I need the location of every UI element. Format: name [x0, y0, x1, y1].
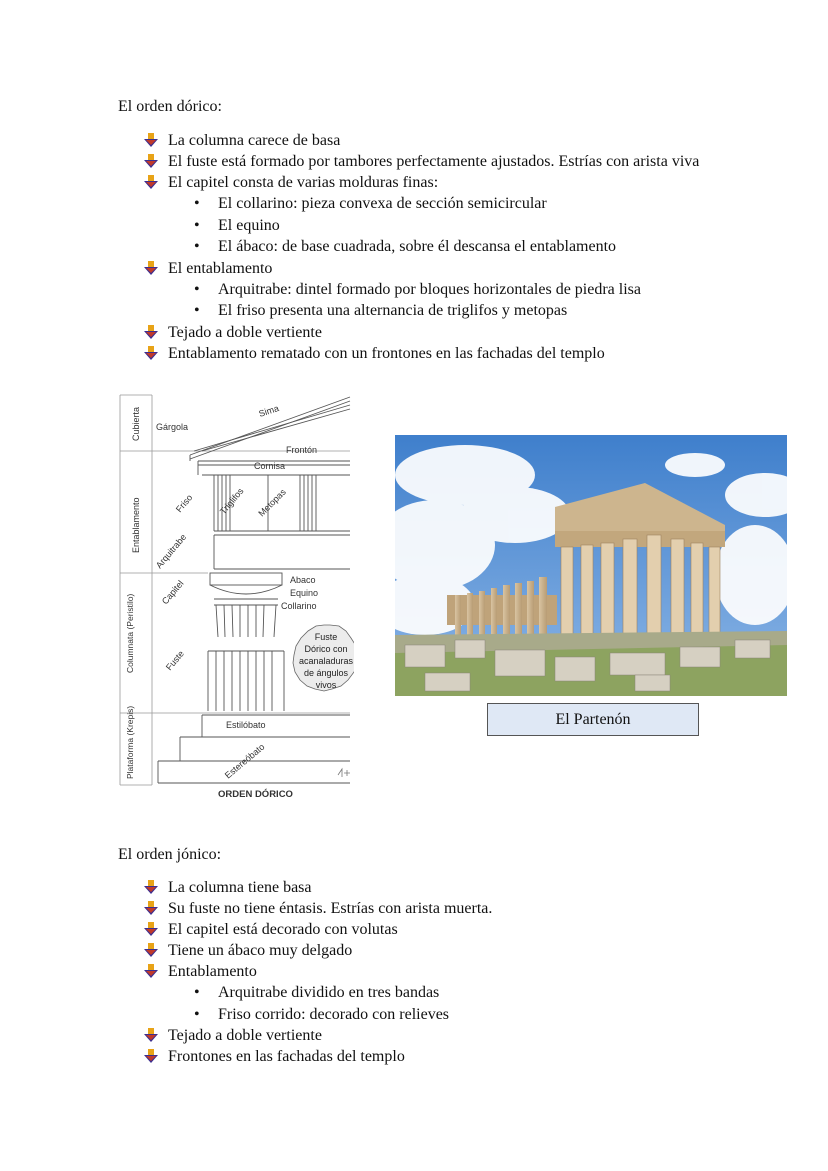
section-label-columnata: Columnata (Peristilo): [125, 593, 135, 673]
arrow-bullet-icon: [144, 880, 158, 895]
label-abaco: Abaco: [290, 575, 316, 585]
list-item: El entablamento • Arquitrabe: dintel formado por bloques horizontales de piedra lisa • El friso presenta una alternancia de triglifos y metopas: [144, 258, 744, 322]
label-fuste: Fuste: [163, 648, 187, 673]
photo-caption: El Partenón: [487, 703, 699, 736]
list-item: Entablamento rematado con un frontones en las fachadas del templo: [144, 343, 744, 364]
arrow-bullet-icon: [144, 133, 158, 148]
entablamento-sublist: [168, 279, 744, 322]
label-arquitrabe: Arquitrabe: [153, 532, 189, 571]
arrow-bullet-icon: [144, 154, 158, 169]
section-label-plataforma: Plataforma (Krepis): [125, 705, 135, 779]
list-item: El capitel está decorado con volutas: [144, 919, 744, 940]
list-item: El capitel consta de varias molduras finas: • El collarino: pieza convexa de sección semicircular • El equino • El ábaco: de base cuadrada, sobre él descansa el entablamento: [144, 172, 744, 258]
list-item: El fuste está formado por tambores perfectamente ajustados. Estrías con arista viva: [144, 151, 744, 172]
list-item: Su fuste no tiene éntasis. Estrías con arista muerta.: [144, 898, 744, 919]
diagram-caption: ORDEN DÓRICO: [218, 789, 293, 800]
list-item: Tejado a doble vertiente: [144, 322, 744, 343]
doric-title: El orden dórico:: [118, 98, 222, 115]
label-sima: Sima: [257, 403, 281, 419]
parthenon-photo: [395, 435, 787, 696]
fuste-note-line: Fuste: [314, 632, 338, 642]
sub-list-item: • El ábaco: de base cuadrada, sobre él descansa el entablamento: [194, 236, 744, 258]
label-estilobato: Estilóbato: [226, 720, 266, 730]
label-equino: Equino: [290, 588, 319, 598]
arrow-bullet-icon: [144, 922, 158, 937]
arrow-bullet-icon: [144, 901, 158, 916]
fuste-note-line: de ángulos: [303, 668, 349, 678]
arrow-bullet-icon: [144, 1049, 158, 1064]
label-friso: Friso: [173, 492, 195, 515]
arrow-bullet-icon: [144, 964, 158, 979]
arrow-bullet-icon: [144, 346, 158, 361]
label-estereobato: Estereóbato: [222, 741, 267, 781]
ionic-list: [144, 877, 744, 1067]
sub-list-item: • El collarino: pieza convexa de sección semicircular: [194, 193, 744, 215]
capitel-sublist: [168, 193, 744, 258]
sub-list-item: • Arquitrabe: dintel formado por bloques horizontales de piedra lisa: [194, 279, 744, 301]
label-triglifos: Triglifos: [217, 485, 246, 517]
label-fronton: Frontón: [286, 445, 318, 455]
ionic-entablamento-sublist: [168, 982, 744, 1025]
sub-list-item: • El equino: [194, 215, 744, 237]
section-label-cubierta: Cubierta: [131, 406, 141, 441]
label-capitel: Capitel: [159, 578, 186, 607]
list-item: Entablamento • Arquitrabe dividido en tres bandas • Friso corrido: decorado con relieves: [144, 961, 744, 1025]
arrow-bullet-icon: [144, 175, 158, 190]
sub-list-item: • Friso corrido: decorado con relieves: [194, 1004, 744, 1026]
label-collarino: Collarino: [281, 601, 317, 611]
ionic-title: El orden jónico:: [118, 846, 222, 863]
list-item: Tiene un ábaco muy delgado: [144, 940, 744, 961]
doric-order-diagram: [118, 393, 354, 803]
list-item: Tejado a doble vertiente: [144, 1025, 744, 1046]
list-item: La columna tiene basa: [144, 877, 744, 898]
list-item: Frontones en las fachadas del templo: [144, 1046, 744, 1067]
section-label-entablamento: Entablamento: [131, 497, 141, 553]
fuste-note-badge: [293, 625, 354, 691]
label-metopas: Metopas: [256, 486, 288, 519]
arrow-bullet-icon: [144, 1028, 158, 1043]
arrow-bullet-icon: [144, 943, 158, 958]
arrow-bullet-icon: [144, 325, 158, 340]
label-cornisa: Cornisa: [254, 461, 286, 471]
doric-list: [144, 130, 744, 364]
sub-list-item: • Arquitrabe dividido en tres bandas: [194, 982, 744, 1004]
signature-mark: [338, 769, 350, 777]
sub-list-item: • El friso presenta una alternancia de triglifos y metopas: [194, 300, 744, 322]
arrow-bullet-icon: [144, 261, 158, 276]
fuste-note-line: vivos: [315, 680, 337, 690]
label-gargola: Gárgola: [156, 422, 189, 432]
fuste-note-line: acanaladuras: [298, 656, 354, 666]
fuste-note-line: Dórico con: [304, 644, 348, 654]
list-item: La columna carece de basa: [144, 130, 744, 151]
